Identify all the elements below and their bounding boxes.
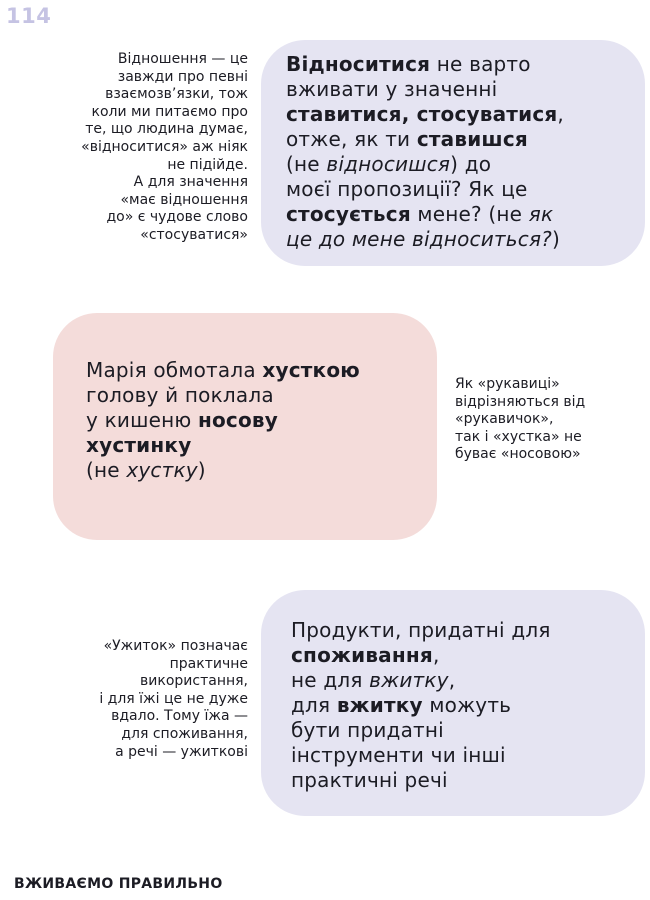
incorrect-usage: вжитку	[369, 668, 449, 692]
note-line: А для значення	[133, 174, 248, 191]
card-line	[286, 202, 564, 227]
card-text-run: )	[197, 458, 206, 482]
card-text-run: бути придатні	[291, 718, 444, 742]
card-text-run: Марія обмотала	[86, 358, 263, 382]
card-text-run: )	[552, 227, 561, 251]
card-text-run: ,	[448, 668, 456, 692]
note-line: вдало. Тому їжа —	[111, 708, 248, 725]
card-text-run: мене? (не	[410, 202, 529, 226]
example-text-vidnosytysia	[286, 52, 564, 252]
note-line: буває «носовою»	[455, 446, 581, 463]
note-line: взаємозв’язки, тож	[105, 86, 248, 103]
note-line: так і «хустка» не	[455, 428, 582, 445]
card-text-run: не для	[291, 668, 370, 692]
card-line	[291, 668, 551, 693]
card-text-run: можуть	[422, 693, 512, 717]
card-text-run: ) до	[450, 152, 492, 176]
emphasized-word: споживання	[291, 643, 433, 667]
emphasized-word: хустинку	[86, 433, 192, 457]
card-line	[286, 227, 564, 252]
note-line: «відноситися» аж ніяк	[81, 138, 248, 155]
side-note-uzhytok	[99, 638, 248, 761]
card-line	[86, 383, 360, 408]
note-line: і для їжі це не дуже	[99, 690, 248, 707]
card-line	[286, 52, 564, 77]
card-text-run: голову й поклала	[86, 383, 274, 407]
card-text-run: для	[291, 693, 337, 717]
side-note-khustka	[455, 376, 585, 464]
note-line: до» є чудове слово	[106, 209, 248, 226]
emphasized-word: стосується	[286, 202, 411, 226]
emphasized-word: вжитку	[336, 693, 423, 717]
card-line	[286, 177, 564, 202]
card-line	[86, 408, 360, 433]
emphasized-word: Відноситися	[286, 52, 431, 76]
card-text-run: ,	[557, 102, 564, 126]
card-line	[86, 433, 360, 458]
page-number: 114	[6, 4, 52, 28]
note-line: Відношення — це	[117, 51, 248, 67]
card-line	[86, 358, 360, 383]
card-text-run: вживати у значенні	[286, 77, 498, 101]
note-line: відрізняються від	[455, 393, 586, 410]
note-line: «має відношення	[120, 191, 248, 208]
note-line: а речі — ужиткові	[115, 743, 248, 760]
side-note-vidnosytysia	[81, 51, 248, 245]
card-line	[286, 152, 564, 177]
note-line: не підійде.	[167, 156, 248, 173]
card-text-run: не варто	[430, 52, 531, 76]
card-line	[291, 618, 551, 643]
emphasized-word: хусткою	[262, 358, 360, 382]
emphasized-word: ставишся	[416, 127, 528, 151]
card-text-run: у кишеню	[86, 408, 198, 432]
card-line	[291, 718, 551, 743]
note-line: практичне	[169, 655, 248, 672]
incorrect-usage: як	[528, 202, 554, 226]
note-line: Як «рукавиці»	[455, 376, 560, 392]
emphasized-word: носову	[197, 408, 279, 432]
card-line	[291, 743, 551, 768]
note-line: для споживання,	[121, 725, 248, 742]
card-text-run: ,	[432, 643, 440, 667]
note-line: «стосуватися»	[140, 226, 248, 243]
note-line: коли ми питаємо про	[91, 103, 248, 120]
card-line	[86, 458, 360, 483]
card-line	[286, 102, 564, 127]
card-text-run: (не	[286, 152, 327, 176]
card-text-run: практичні речі	[291, 768, 448, 792]
card-line	[291, 768, 551, 793]
incorrect-usage: хустку	[126, 458, 198, 482]
incorrect-usage: це до мене відноситься?	[286, 227, 552, 251]
card-text-run: (не	[86, 458, 127, 482]
card-line	[291, 643, 551, 668]
note-line: те, що людина думає,	[85, 121, 248, 138]
note-line: використання,	[140, 673, 248, 690]
section-title: ВЖИВАЄМО ПРАВИЛЬНО	[14, 876, 223, 892]
card-line	[286, 77, 564, 102]
note-line: завжди про певні	[117, 68, 248, 85]
card-text-run: отже, як ти	[286, 127, 417, 151]
incorrect-usage: відносишся	[326, 152, 451, 176]
emphasized-word: ставитися, стосуватися	[286, 102, 558, 126]
card-line	[286, 127, 564, 152]
note-line: «рукавичок»,	[455, 411, 554, 428]
card-text-run: інструменти чи інші	[291, 743, 506, 767]
card-text-run: моєї пропозиції? Як це	[286, 177, 528, 201]
example-text-khustka	[86, 358, 360, 483]
card-text-run: Продукти, придатні для	[291, 618, 551, 642]
example-text-uzhytok	[291, 618, 551, 793]
card-line	[291, 693, 551, 718]
note-line: «Ужиток» позначає	[103, 638, 248, 654]
